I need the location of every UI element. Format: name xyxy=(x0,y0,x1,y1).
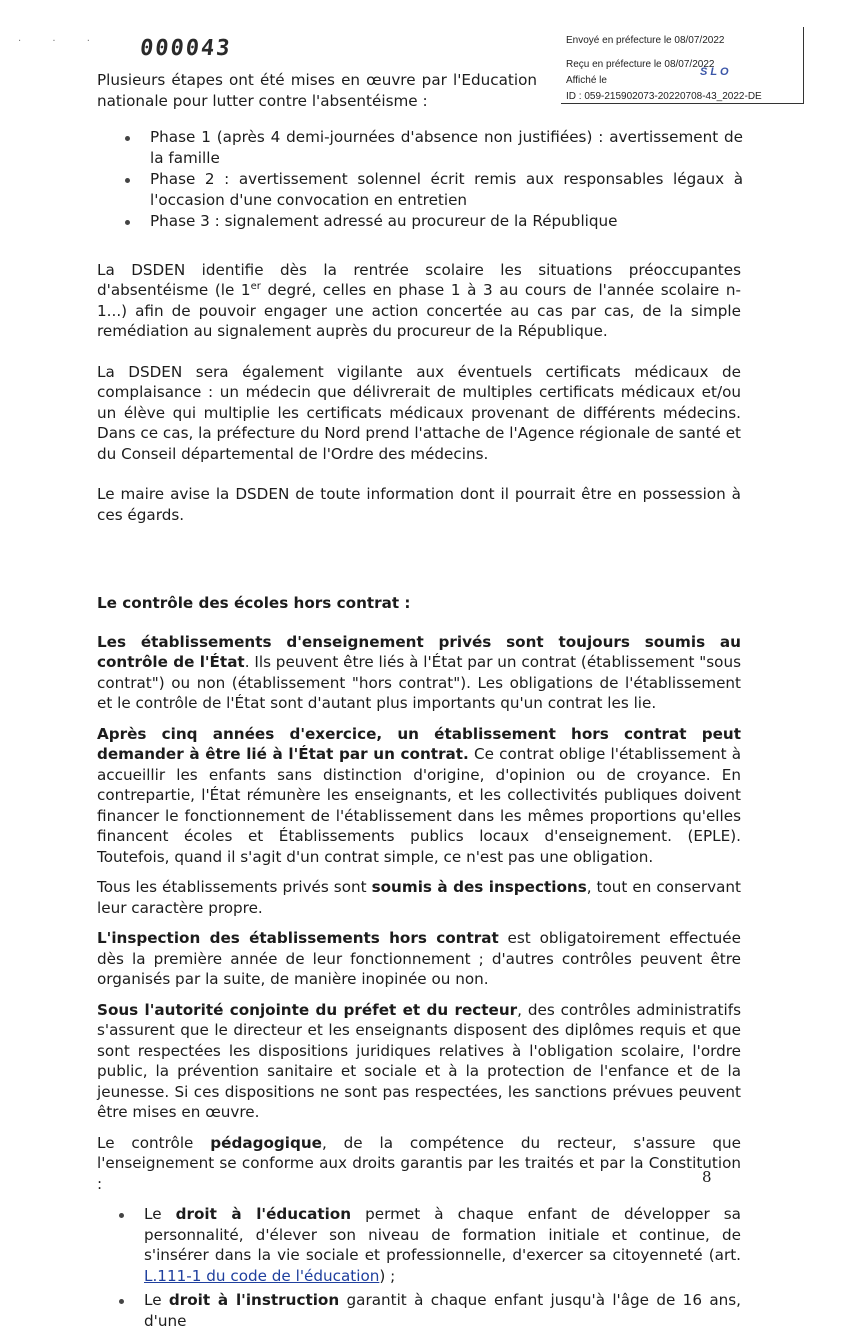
text-span: est obligatoirement effectuée dès la première année de leur fonctionnement ; d'autres contrôles peuvent être organisés par la suite, de manière inopinée ou non. xyxy=(97,929,741,988)
page-number: 8 xyxy=(702,1168,712,1186)
paragraph-pedagogique xyxy=(97,1133,741,1195)
paragraph-contract xyxy=(97,724,741,868)
list-item xyxy=(117,1290,741,1331)
receipt-posted: Affiché le xyxy=(566,75,607,86)
bold-text: droit à l'instruction xyxy=(168,1291,340,1309)
text-span: , de la compétence du recteur, s'assure que l'enseignement se conforme aux droits garantis par les traités et par la Constitution : xyxy=(97,1133,742,1193)
paragraph-autorite xyxy=(97,1000,741,1123)
list-item: Phase 3 : signalement adressé au procureur de la République xyxy=(123,211,743,232)
section-title: Le contrôle des écoles hors contrat : xyxy=(97,594,411,612)
text-span: La DSDEN identifie dès la rentrée scolaire les situations préoccupantes d'absentéisme (le 1 xyxy=(97,260,741,299)
paragraph-inspections xyxy=(97,877,741,918)
text-span: . Ils peuvent être liés à l'État par un contrat (établissement "sous contrat") ou non (établissement "hors contrat"). Les obligations de l'établissement et le contrôle de l'État sont d'autant plus importants qu'un contrat les lie. xyxy=(97,653,741,712)
code-education-link[interactable]: L.111-1 du code de l'éducation xyxy=(144,1266,380,1285)
superscript: er xyxy=(250,280,261,292)
text-span: Le xyxy=(144,1205,176,1223)
bold-text: soumis à des inspections xyxy=(371,878,587,896)
list-item: Phase 2 : avertissement solennel écrit remis aux responsables légaux à l'occasion d'une convocation en entretien xyxy=(123,169,743,210)
maire-paragraph: Le maire avise la DSDEN de toute information dont il pourrait être en possession à ces égards. xyxy=(97,485,741,524)
text-span: , tout en conservant leur caractère propre. xyxy=(97,878,741,917)
receipt-received: Reçu en préfecture le 08/07/2022 xyxy=(566,59,715,70)
text-span: Tous les établissements privés sont xyxy=(97,878,372,896)
slo-logo: SLO xyxy=(700,66,732,78)
text-span: degré, celles en phase 1 à 3 au cours de l'année scolaire n-1...) afin de pouvoir engager une action concertée au cas par cas, de la simple remédiation au signalement auprès du procureur de la République. xyxy=(97,281,741,340)
scan-specks: · · · xyxy=(18,36,104,47)
text-span: , des contrôles administratifs s'assurent que le directeur et les enseignants disposent des diplômes requis et que sont respectées les dispositions juridiques relatives à l'obligation scolaire, l'ordre public, la prévention sanitaire et sociale et à la protection de l'enfance et de la jeunesse. Si ces dispositions ne sont pas respectées, les sanctions prévues peuvent être mises en œuvre. xyxy=(97,1000,741,1121)
receipt-sent: Envoyé en préfecture le 08/07/2022 xyxy=(566,35,725,46)
dsden-paragraph-1 xyxy=(97,260,741,342)
receipt-id: ID : 059-215902073-20220708-43_2022-DE xyxy=(566,91,762,102)
bold-text: Les établissements d'enseignement privés sont toujours soumis au contrôle de l'État xyxy=(97,632,741,671)
list-item xyxy=(117,1204,741,1286)
text-span: garantit à chaque enfant jusqu'à l'âge de 16 ans, d'une xyxy=(144,1291,741,1330)
paragraph-inspection-hors-contrat xyxy=(97,928,741,990)
text-span: ) ; xyxy=(379,1266,396,1285)
rights-list xyxy=(117,1204,741,1331)
bold-text: pédagogique xyxy=(210,1133,322,1152)
bold-text: L'inspection des établissements hors contrat xyxy=(97,929,499,947)
list-item: Phase 1 (après 4 demi-journées d'absence non justifiées) : avertissement de la famille xyxy=(123,127,743,168)
text-span: permet à chaque enfant de développer sa personnalité, d'élever son niveau de formation initiale et continue, de s'insérer dans la vie sociale et professionnelle, d'exercer sa citoyenneté (art. xyxy=(144,1205,741,1264)
text-span: Le xyxy=(144,1291,169,1309)
document-number-stamp: 000043 xyxy=(138,36,233,61)
bold-text: Après cinq années d'exercice, un établissement hors contrat peut demander à être lié à l'État par un contrat. xyxy=(97,724,741,763)
dsden-paragraph-2: La DSDEN sera également vigilante aux éventuels certificats médicaux de complaisance : un médecin que délivrerait de multiples certificats médicaux et/ou un élève qui multiplie les certificats médicaux provenant de différents médecins. Dans ce cas, la préfecture du Nord prend l'attache de l'Agence régionale de santé et du Conseil départemental de l'Ordre des médecins. xyxy=(97,362,741,463)
text-span: Ce contrat oblige l'établissement à accueillir les enfants sans distinction d'origine, d'opinion ou de croyance. En contrepartie, l'État rémunère les enseignants, et les collectivités publiques doivent financer le fonctionnement de l'établissement dans les mêmes proportions qu'elles financent écoles et Établissements publics locaux d'enseignement. (EPLE). Toutefois, quand il s'agit d'un contrat simple, ce n'est pas une obligation. xyxy=(97,745,742,866)
intro-paragraph: Plusieurs étapes ont été mises en œuvre par l'Education nationale pour lutter contre l'absentéisme : xyxy=(97,71,537,110)
document-body xyxy=(97,70,741,1335)
phases-list xyxy=(123,127,743,232)
bold-text: Sous l'autorité conjointe du préfet et du recteur xyxy=(97,1000,518,1019)
paragraph-control xyxy=(97,632,741,714)
bold-text: droit à l'éducation xyxy=(175,1205,352,1223)
text-span: Le contrôle xyxy=(97,1133,211,1152)
